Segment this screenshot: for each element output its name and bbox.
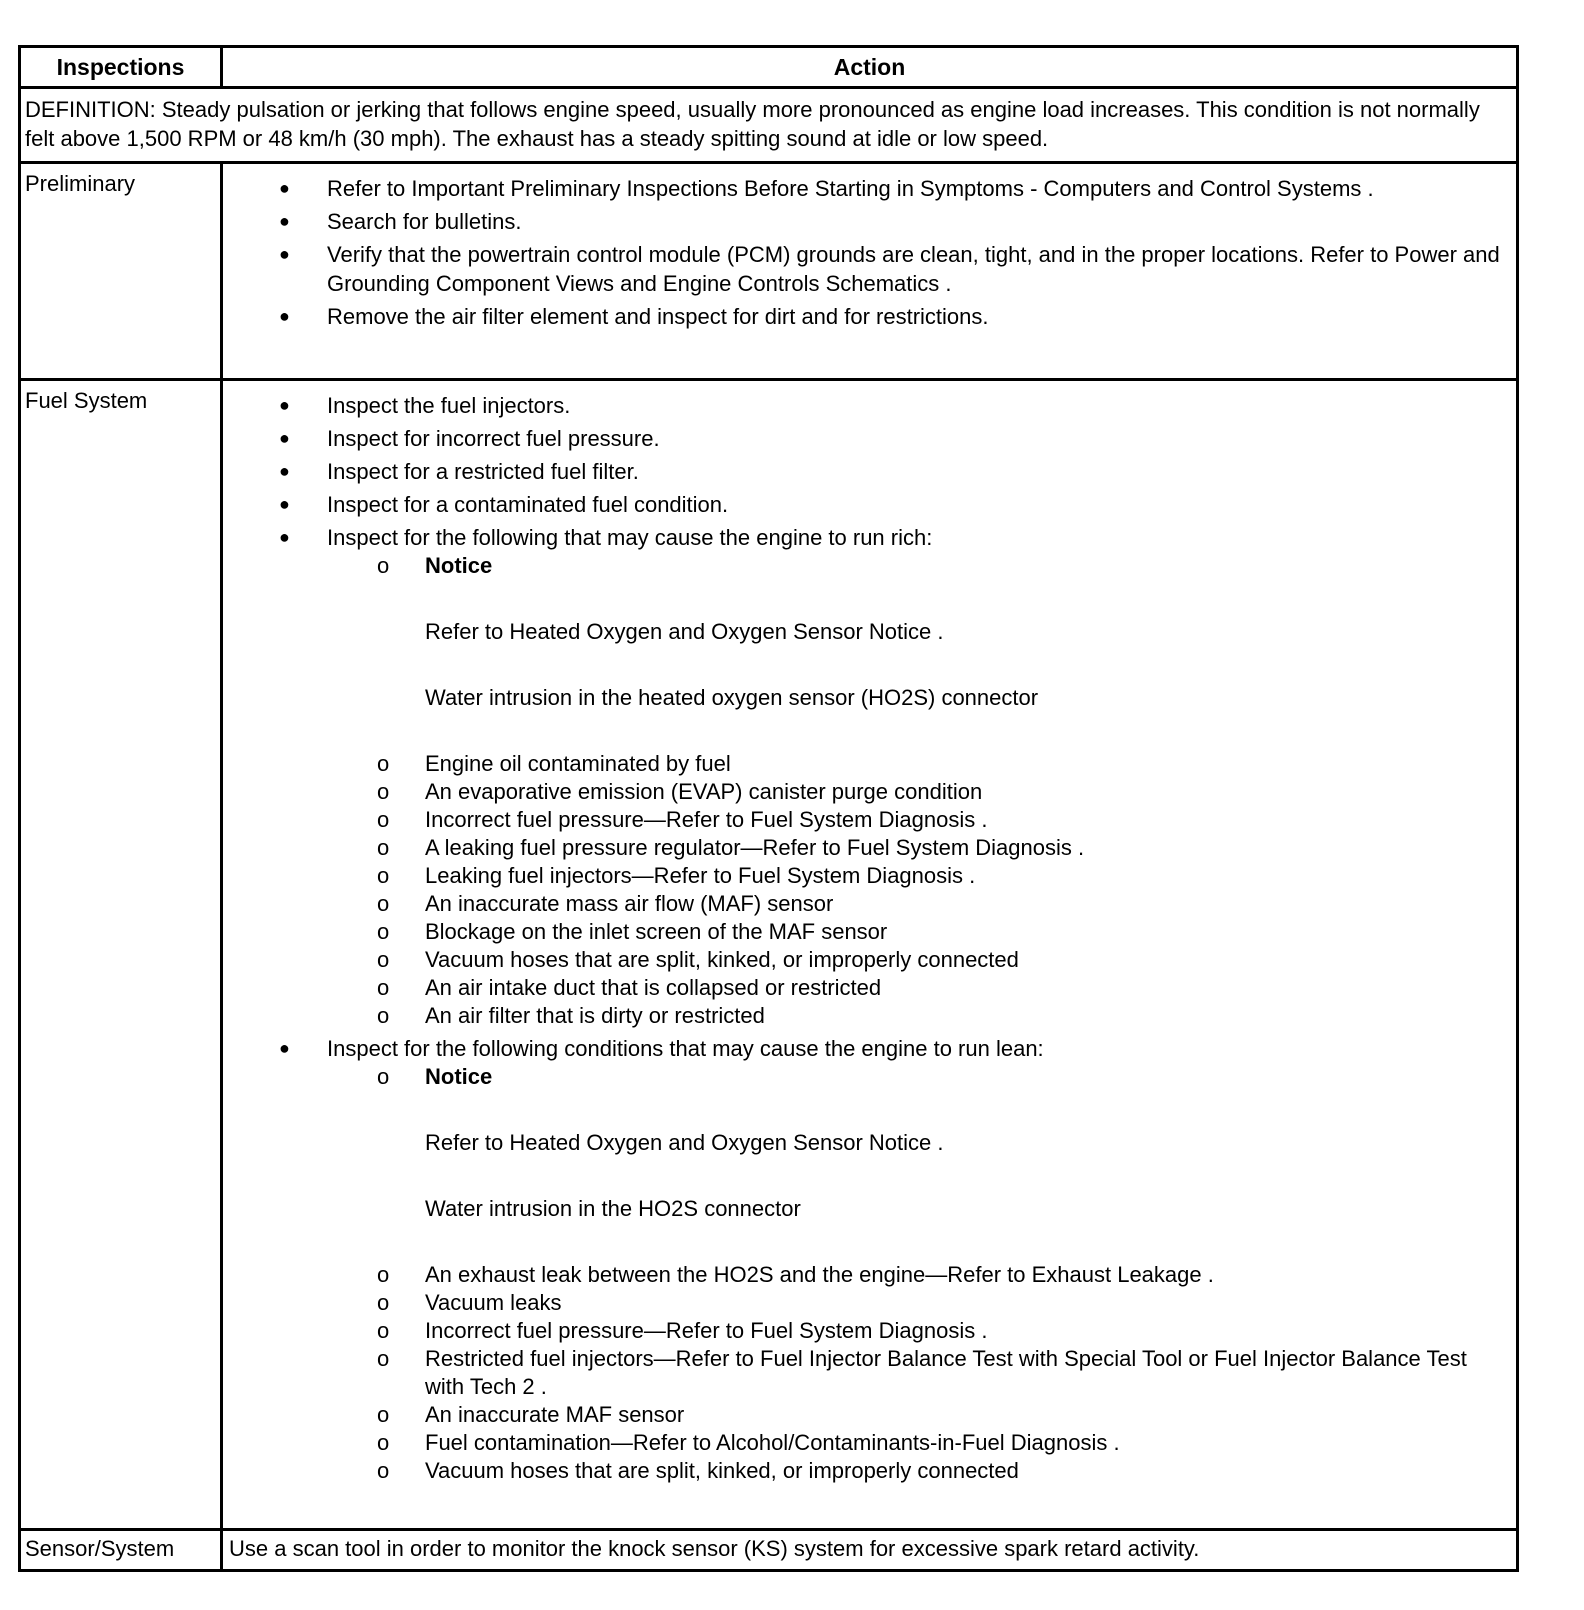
list-item: o An inaccurate MAF sensor <box>377 1402 685 1427</box>
definition-row <box>20 88 1518 163</box>
list-item: o An air intake duct that is collapsed or restricted <box>377 975 882 1000</box>
sensor-system-action: Use a scan tool in order to monitor the knock sensor (KS) system for excessive spark retard activity. <box>222 1530 1518 1571</box>
list-item: ● Remove the air filter element and inspect for dirt and for restrictions. <box>279 304 989 329</box>
notice-body <box>425 1091 1506 1223</box>
notice-title: Notice <box>425 1064 493 1089</box>
list-item: ● Search for bulletins. <box>279 209 522 234</box>
bullet-icon: ● <box>279 395 290 415</box>
notice-item: Water intrusion in the HO2S connector <box>425 1196 801 1221</box>
preliminary-actions <box>222 163 1518 380</box>
list-item: ● Refer to Important Preliminary Inspections Before Starting in Symptoms - Computers and Control Systems . <box>279 176 1374 201</box>
bullet-icon: ● <box>279 461 290 481</box>
circle-bullet-icon: o <box>377 863 390 888</box>
notice-text: Refer to Heated Oxygen and Oxygen Sensor Notice . <box>425 619 944 644</box>
list-item: o Vacuum leaks <box>377 1290 562 1315</box>
notice-item: Water intrusion in the heated oxygen sensor (HO2S) connector <box>425 685 1039 710</box>
circle-bullet-icon: o <box>377 1430 390 1455</box>
circle-bullet-icon: o <box>377 1402 390 1427</box>
sensor-system-row <box>20 1530 1518 1571</box>
list-item: ● Inspect for incorrect fuel pressure. <box>279 426 660 451</box>
circle-bullet-icon: o <box>377 891 390 916</box>
rich-conditions-item: ● Inspect for the following that may cause the engine to run rich: o Notice Refer to Heated Oxygen and Oxygen Sensor Notice . Water intrusion in the heated oxygen sensor (HO2S) connector o Engine oil contaminated by fuel o An evaporative emission (EVAP) canister purge condition o Incorrect fuel pressure—Refer to Fuel System Diagnosis . o A leaking fuel pressure regulator—Refer to Fuel System Diagnosis . o Leaking fuel injectors—Refer to Fuel System Diagnosis . o An inaccurate mass air flow (MAF) sensor o Blockage on the inlet screen of the MAF sensor o Vacuum hoses that are split, kinked, or improperly connected o An air intake duct that is collapsed or restricted o An air filter that is dirty or restricted <box>223 523 1506 1030</box>
preliminary-row <box>20 163 1518 380</box>
preliminary-label: Preliminary <box>20 163 222 380</box>
list-item: o Fuel contamination—Refer to Alcohol/Contaminants-in-Fuel Diagnosis . <box>377 1430 1120 1455</box>
definition-text: DEFINITION: Steady pulsation or jerking that follows engine speed, usually more pronounced as engine load increases. This condition is not normally felt above 1,500 RPM or 48 km/h (30 mph). The exhaust has a steady spitting sound at idle or low speed. <box>20 88 1518 163</box>
diagnostic-table <box>18 45 1519 1572</box>
list-item: o Incorrect fuel pressure—Refer to Fuel System Diagnosis . <box>377 807 988 832</box>
circle-bullet-icon: o <box>377 779 390 804</box>
lean-notice <box>223 1063 1506 1223</box>
bullet-icon: ● <box>279 211 290 231</box>
circle-bullet-icon: o <box>377 553 390 578</box>
list-item: o An air filter that is dirty or restricted <box>377 1003 765 1028</box>
bullet-icon: ● <box>279 244 290 264</box>
fuel-system-list <box>223 391 1506 1485</box>
bullet-icon: ● <box>279 178 290 198</box>
circle-bullet-icon: o <box>377 975 390 1000</box>
list-item: o A leaking fuel pressure regulator—Refer to Fuel System Diagnosis . <box>377 835 1085 860</box>
bullet-icon: ● <box>279 527 290 547</box>
list-item: o Restricted fuel injectors—Refer to Fuel Injector Balance Test with Special Tool or Fuel Injector Balance Test with Tech 2 . <box>377 1346 1467 1399</box>
list-item: o An evaporative emission (EVAP) canister purge condition <box>377 779 983 804</box>
fuel-system-actions <box>222 380 1518 1530</box>
circle-bullet-icon: o <box>377 1458 390 1483</box>
notice-body <box>425 580 1506 712</box>
rich-subitems <box>223 750 1506 1030</box>
circle-bullet-icon: o <box>377 751 390 776</box>
notice-text: Refer to Heated Oxygen and Oxygen Sensor Notice . <box>425 1130 944 1155</box>
rich-notice <box>223 552 1506 712</box>
list-item: o An inaccurate mass air flow (MAF) sensor <box>377 891 834 916</box>
circle-bullet-icon: o <box>377 1262 390 1287</box>
list-item: ● Inspect the fuel injectors. <box>279 393 571 418</box>
header-action: Action <box>222 47 1518 88</box>
notice-title: Notice <box>425 553 493 578</box>
list-item: o Vacuum hoses that are split, kinked, or improperly connected <box>377 947 1019 972</box>
circle-bullet-icon: o <box>377 1318 390 1343</box>
list-item: ● Verify that the powertrain control module (PCM) grounds are clean, tight, and in the proper locations. Refer to Power and Grounding Component Views and Engine Controls Schematics . <box>279 242 1500 296</box>
lean-conditions-item: ● Inspect for the following conditions that may cause the engine to run lean: o Notice Refer to Heated Oxygen and Oxygen Sensor Notice . Water intrusion in the HO2S connector o An exhaust leak between the HO2S and the engine—Refer to Exhaust Leakage . o Vacuum leaks o Incorrect fuel pressure—Refer to Fuel System Diagnosis . o Restricted fuel injectors—Refer to Fuel Injector Balance Test with Special Tool or Fuel Injector Balance Test with Tech 2 . o An inaccurate MAF sensor o Fuel contamination—Refer to Alcohol/Contaminants-in-Fuel Diagnosis . o Vacuum hoses that are split, kinked, or improperly connected <box>223 1034 1506 1485</box>
sensor-system-label: Sensor/System <box>20 1530 222 1571</box>
bullet-icon: ● <box>279 306 290 326</box>
lean-subitems <box>223 1261 1506 1485</box>
header-inspections: Inspections <box>20 47 222 88</box>
list-item: o Engine oil contaminated by fuel <box>377 751 731 776</box>
circle-bullet-icon: o <box>377 835 390 860</box>
circle-bullet-icon: o <box>377 1064 390 1089</box>
list-item: o An exhaust leak between the HO2S and the engine—Refer to Exhaust Leakage . <box>377 1262 1214 1287</box>
circle-bullet-icon: o <box>377 1290 390 1315</box>
list-item: o Vacuum hoses that are split, kinked, or improperly connected <box>377 1458 1019 1483</box>
circle-bullet-icon: o <box>377 919 390 944</box>
preliminary-list <box>223 174 1506 331</box>
list-item: o Incorrect fuel pressure—Refer to Fuel System Diagnosis . <box>377 1318 988 1343</box>
circle-bullet-icon: o <box>377 1346 390 1371</box>
circle-bullet-icon: o <box>377 807 390 832</box>
fuel-system-row <box>20 380 1518 1530</box>
bullet-icon: ● <box>279 494 290 514</box>
bullet-icon: ● <box>279 1038 290 1058</box>
list-item: o Leaking fuel injectors—Refer to Fuel System Diagnosis . <box>377 863 976 888</box>
circle-bullet-icon: o <box>377 1003 390 1028</box>
list-item: o Blockage on the inlet screen of the MAF sensor <box>377 919 888 944</box>
list-item: ● Inspect for a restricted fuel filter. <box>279 459 639 484</box>
header-row <box>20 47 1518 88</box>
list-item: ● Inspect for a contaminated fuel condition. <box>279 492 729 517</box>
bullet-icon: ● <box>279 428 290 448</box>
circle-bullet-icon: o <box>377 947 390 972</box>
fuel-system-label: Fuel System <box>20 380 222 1530</box>
